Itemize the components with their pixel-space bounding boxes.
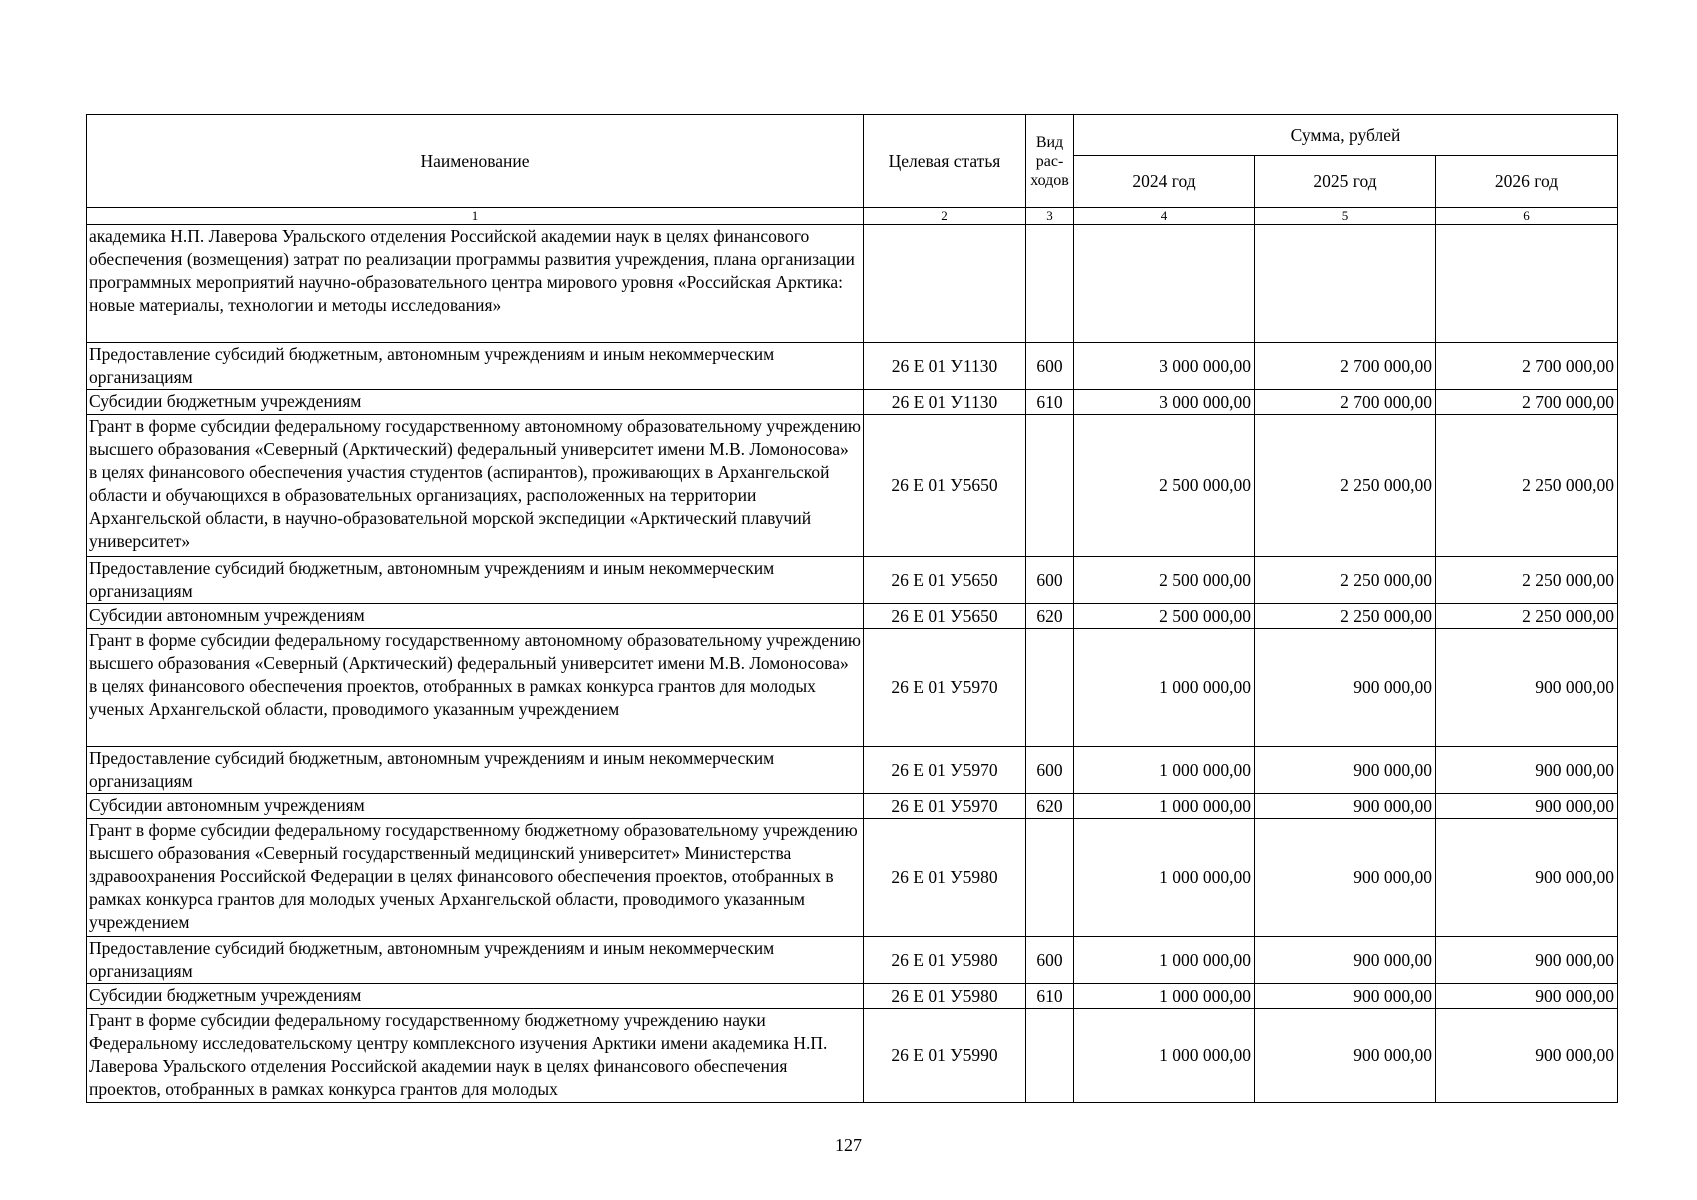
header-target-article: Целевая статья	[864, 115, 1026, 208]
header-year-2026: 2026 год	[1436, 156, 1618, 208]
row-2025: 2 250 000,00	[1255, 557, 1436, 604]
row-code: 26 Е 01 У5980	[864, 984, 1026, 1009]
table-row	[87, 390, 1618, 415]
column-number: 5	[1255, 208, 1436, 225]
row-2026: 900 000,00	[1436, 937, 1618, 984]
row-2025: 900 000,00	[1255, 937, 1436, 984]
row-2026: 900 000,00	[1436, 794, 1618, 819]
header-expense-type: Вид рас-ходов	[1026, 115, 1074, 208]
column-number: 4	[1074, 208, 1255, 225]
row-name: Предоставление субсидий бюджетным, автономным учреждениям и иным некоммерческим организациям	[87, 343, 864, 390]
table-row	[87, 747, 1618, 794]
row-name: Грант в форме субсидии федеральному государственному бюджетному образовательному учреждению высшего образования «Северный государственный медицинский университет» Министерства здравоохранения Российской Федерации в целях финансового обеспечения проектов, отобранных в рамках конкурса грантов для молодых ученых Архангельской области, проводимого указанным учреждением	[87, 819, 864, 937]
row-type: 600	[1026, 343, 1074, 390]
row-2026: 2 250 000,00	[1436, 557, 1618, 604]
row-2026: 2 250 000,00	[1436, 415, 1618, 557]
row-name: Субсидии автономным учреждениям	[87, 794, 864, 819]
table-row	[87, 984, 1618, 1009]
header-name: Наименование	[87, 115, 864, 208]
column-number: 6	[1436, 208, 1618, 225]
row-type: 600	[1026, 557, 1074, 604]
row-name: Предоставление субсидий бюджетным, автономным учреждениям и иным некоммерческим организациям	[87, 747, 864, 794]
row-2026: 2 250 000,00	[1436, 604, 1618, 629]
header-year-2024: 2024 год	[1074, 156, 1255, 208]
row-code: 26 Е 01 У1130	[864, 343, 1026, 390]
row-type: 610	[1026, 984, 1074, 1009]
row-2024: 1 000 000,00	[1074, 819, 1255, 937]
row-code: 26 Е 01 У5990	[864, 1009, 1026, 1103]
row-type: 610	[1026, 390, 1074, 415]
row-2025: 2 250 000,00	[1255, 415, 1436, 557]
row-name: академика Н.П. Лаверова Уральского отделения Российской академии наук в целях финансового обеспечения (возмещения) затрат по реализации программы развития учреждения, плана организации программных мероприятий научно-образовательного центра мирового уровня «Российская Арктика: новые материалы, технологии и методы исследования»	[87, 225, 864, 343]
row-name: Предоставление субсидий бюджетным, автономным учреждениям и иным некоммерческим организациям	[87, 557, 864, 604]
row-name: Субсидии автономным учреждениям	[87, 604, 864, 629]
row-2026: 900 000,00	[1436, 819, 1618, 937]
budget-table	[86, 114, 1618, 1103]
row-2025: 900 000,00	[1255, 794, 1436, 819]
column-number: 1	[87, 208, 864, 225]
header-year-2025: 2025 год	[1255, 156, 1436, 208]
row-type	[1026, 629, 1074, 747]
row-2024: 1 000 000,00	[1074, 747, 1255, 794]
table-row	[87, 1009, 1618, 1103]
row-type	[1026, 415, 1074, 557]
table-row	[87, 343, 1618, 390]
row-name: Субсидии бюджетным учреждениям	[87, 984, 864, 1009]
row-2025: 900 000,00	[1255, 984, 1436, 1009]
row-2024: 3 000 000,00	[1074, 390, 1255, 415]
row-2024: 1 000 000,00	[1074, 984, 1255, 1009]
table-row	[87, 819, 1618, 937]
row-code: 26 Е 01 У5980	[864, 937, 1026, 984]
row-2024: 3 000 000,00	[1074, 343, 1255, 390]
page-number: 127	[835, 1135, 862, 1155]
row-type	[1026, 1009, 1074, 1103]
row-code: 26 Е 01 У5970	[864, 794, 1026, 819]
row-code: 26 Е 01 У5650	[864, 604, 1026, 629]
row-2026: 900 000,00	[1436, 629, 1618, 747]
row-2024: 1 000 000,00	[1074, 937, 1255, 984]
row-code: 26 Е 01 У1130	[864, 390, 1026, 415]
row-code: 26 Е 01 У5970	[864, 629, 1026, 747]
table-row	[87, 937, 1618, 984]
column-number: 2	[864, 208, 1026, 225]
header-sum: Сумма, рублей	[1074, 115, 1618, 156]
row-2026: 2 700 000,00	[1436, 390, 1618, 415]
table-row	[87, 629, 1618, 747]
row-type: 620	[1026, 604, 1074, 629]
row-name: Грант в форме субсидии федеральному государственному автономному образовательному учреждению высшего образования «Северный (Арктический) федеральный университет имени М.В. Ломоносова» в целях финансового обеспечения проектов, отобранных в рамках конкурса грантов для молодых ученых Архангельской области, проводимого указанным учреждением	[87, 629, 864, 747]
row-code: 26 Е 01 У5980	[864, 819, 1026, 937]
row-2024: 2 500 000,00	[1074, 557, 1255, 604]
row-type: 600	[1026, 937, 1074, 984]
row-2026: 900 000,00	[1436, 1009, 1618, 1103]
row-2024: 1 000 000,00	[1074, 1009, 1255, 1103]
row-2026: 2 700 000,00	[1436, 343, 1618, 390]
row-name: Грант в форме субсидии федеральному государственному автономному образовательному учреждению высшего образования «Северный (Арктический) федеральный университет имени М.В. Ломоносова» в целях финансового обеспечения участия студентов (аспирантов), проживающих в Архангельской области и обучающихся в образовательных организациях, расположенных на территории Архангельской области, в научно-образовательной морской экспедиции «Арктический плавучий университет»	[87, 415, 864, 557]
column-number: 3	[1026, 208, 1074, 225]
table-row	[87, 557, 1618, 604]
row-2025: 2 250 000,00	[1255, 604, 1436, 629]
row-2026: 900 000,00	[1436, 747, 1618, 794]
row-2025: 900 000,00	[1255, 1009, 1436, 1103]
row-2026: 900 000,00	[1436, 984, 1618, 1009]
row-code: 26 Е 01 У5970	[864, 747, 1026, 794]
row-code	[864, 225, 1026, 343]
row-type: 620	[1026, 794, 1074, 819]
row-2025: 2 700 000,00	[1255, 390, 1436, 415]
row-type	[1026, 225, 1074, 343]
row-name: Грант в форме субсидии федеральному государственному бюджетному учреждению науки Федеральному исследовательскому центру комплексного изучения Арктики имени академика Н.П. Лаверова Уральского отделения Российской академии наук в целях финансового обеспечения проектов, отобранных в рамках конкурса грантов для молодых	[87, 1009, 864, 1103]
row-code: 26 Е 01 У5650	[864, 415, 1026, 557]
row-code: 26 Е 01 У5650	[864, 557, 1026, 604]
row-type: 600	[1026, 747, 1074, 794]
table-row	[87, 225, 1618, 343]
row-2025	[1255, 225, 1436, 343]
column-number-row	[87, 208, 1618, 225]
row-type	[1026, 819, 1074, 937]
row-2026	[1436, 225, 1618, 343]
row-2025: 2 700 000,00	[1255, 343, 1436, 390]
row-2025: 900 000,00	[1255, 747, 1436, 794]
row-2025: 900 000,00	[1255, 629, 1436, 747]
row-2024: 1 000 000,00	[1074, 794, 1255, 819]
row-2025: 900 000,00	[1255, 819, 1436, 937]
table-row	[87, 794, 1618, 819]
row-2024: 1 000 000,00	[1074, 629, 1255, 747]
row-2024: 2 500 000,00	[1074, 604, 1255, 629]
table-row	[87, 604, 1618, 629]
row-name: Предоставление субсидий бюджетным, автономным учреждениям и иным некоммерческим организациям	[87, 937, 864, 984]
table-row	[87, 415, 1618, 557]
row-2024: 2 500 000,00	[1074, 415, 1255, 557]
row-2024	[1074, 225, 1255, 343]
row-name: Субсидии бюджетным учреждениям	[87, 390, 864, 415]
